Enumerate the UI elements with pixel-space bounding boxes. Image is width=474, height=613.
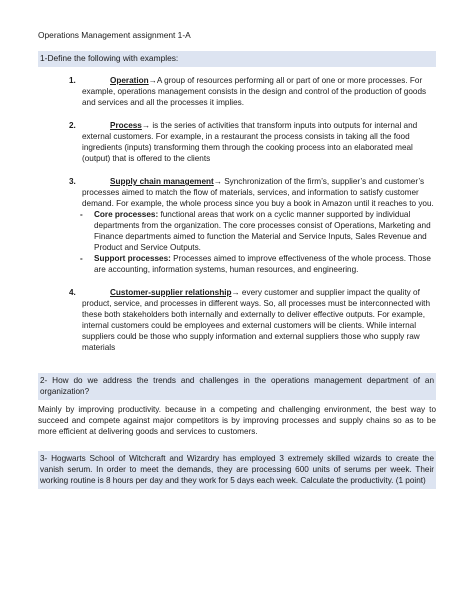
definition-text: Synchronization of the firm’s, supplier’s and customer’s processes aimed to match the flow of materials, services, and information to satisfy customer demand. For example, the whole process since you buy a book in Amazon until it reaches to you. xyxy=(82,177,434,208)
right-arrow-icon: → xyxy=(148,76,157,85)
definition-text: A group of resources performing all or part of one or more processes. For example, operations management consists in the design and control of the production of goods and services and all the processes it implies. xyxy=(82,76,427,107)
section-2-answer: Mainly by improving productivity. because in a competing and challenging environment, the best way to succeed and compete against major competitors is by improving processes and supply chains so as to be more efficient at delivering goods and services to customers. xyxy=(38,405,436,436)
right-arrow-icon: → xyxy=(141,121,151,130)
definition-term: Process xyxy=(110,121,142,130)
definition-number: 3. xyxy=(69,177,76,186)
definitions-list xyxy=(38,75,436,353)
definition-item-customer-supplier xyxy=(38,287,436,353)
sub-definition-text: Processes aimed to improve effectiveness of the whole process. Those are accounting, information systems, human resources, and engineering. xyxy=(94,254,431,274)
sub-definition-core-processes xyxy=(80,209,436,253)
definition-number: 1. xyxy=(69,76,76,85)
definition-term: Supply chain management xyxy=(110,177,214,186)
document-title: Operations Management assignment 1-A xyxy=(38,30,191,40)
definition-item-supply-chain xyxy=(38,176,436,275)
section-3-question: 3- Hogwarts School of Witchcraft and Wizardry has employed 3 extremely skilled wizards to create the vanish serum. In order to meet the demands, they are processing 600 units of serums per week. Their working routine is 8 hours per day and they work for 5 days each week. Calculate the productivity. (1 point) xyxy=(38,451,436,489)
definition-number: 2. xyxy=(69,121,76,130)
dash-bullet: - xyxy=(80,254,83,263)
definition-term: Customer-supplier relationship xyxy=(110,288,232,297)
dash-bullet: - xyxy=(80,210,83,219)
definition-item-process xyxy=(38,120,436,164)
sub-definition-text: functional areas that work on a cyclic manner supported by individual departments from the organization. The core processes consist of Operations, Marketing and Finance departments aimed to function the Material and Service Inputs, Sales Revenue and Product and Service Outputs. xyxy=(94,210,431,252)
section-1-heading: 1-Define the following with examples: xyxy=(38,51,436,67)
section-2-question: 2- How do we address the trends and challenges in the operations management department of an organization? xyxy=(38,373,436,400)
definition-item-operation xyxy=(38,75,436,108)
definition-text: every customer and supplier impact the quality of product, service, and processes in different ways. So, all processes must be interconnected with these both stakeholders both internally and externally to deliver effective outputs. For example, internal customers could be employees and external customers will be clients. While internal suppliers could be those who supply information and external suppliers those who supply raw materials xyxy=(82,288,430,352)
definition-text: is the series of activities that transform inputs into outputs for internal and external customers. For example, in a restaurant the process consists in taking all the food ingredients (inputs) transforming them through the cooking process into an elaborated meal (output) that is offered to the clients xyxy=(82,121,418,163)
sub-definition-term: Core processes: xyxy=(94,210,159,219)
sub-definition-support-processes xyxy=(80,253,436,275)
right-arrow-icon: → xyxy=(231,288,240,297)
definition-term: Operation xyxy=(110,76,149,85)
spacer xyxy=(38,365,436,373)
definition-number: 4. xyxy=(69,288,76,297)
sub-definition-term: Support processes: xyxy=(94,254,171,263)
right-arrow-icon: → xyxy=(213,177,222,186)
sub-definitions-list xyxy=(82,209,436,275)
